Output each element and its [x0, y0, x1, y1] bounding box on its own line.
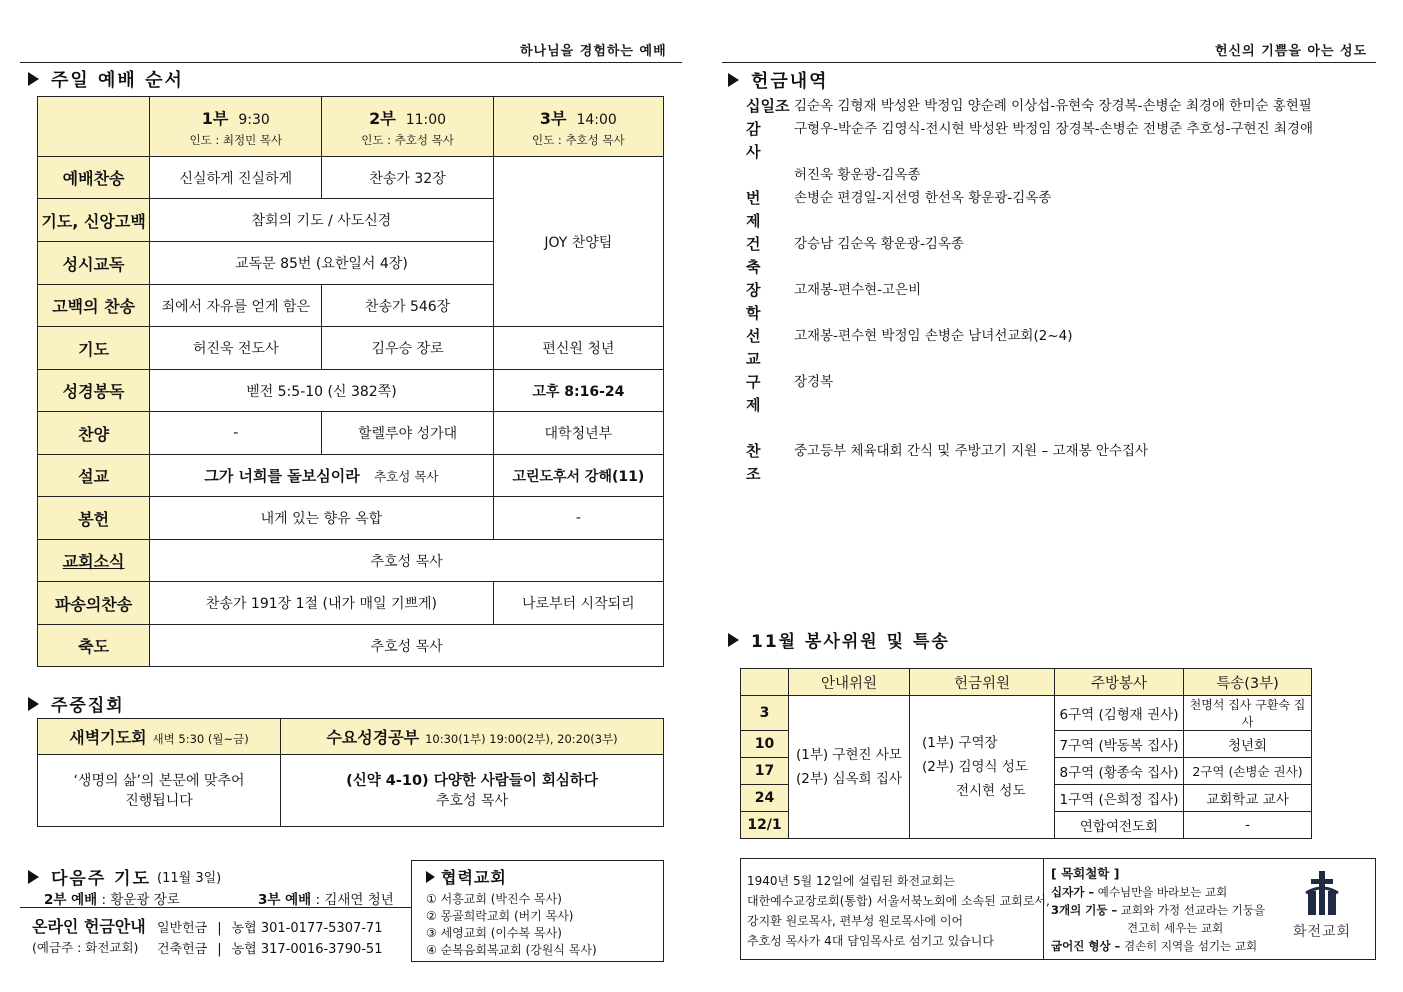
- sermon-preacher: 추호성 목사: [374, 469, 439, 484]
- service-3-header: 3부 14:00 인도 : 추호성 목사: [493, 97, 663, 157]
- label-sending: 파송의찬송: [38, 582, 150, 625]
- date-cell: 17: [741, 758, 789, 785]
- hymn-s1: 신실하게 진실하게: [150, 157, 322, 199]
- ministry-philosophy: [ 목회철학 ] 십자가 – 예수님만을 바라보는 교회 3개의 기둥 – 교회와 가정 선교라는 기둥을 견고히 세우는 교회 굽어진 형상 – 겸손히 지역을 섬기는 교회: [1051, 866, 1266, 953]
- kitchen-cell: 8구역 (황종숙 집사): [1055, 758, 1184, 785]
- label-offering: 봉헌: [38, 497, 150, 540]
- row-news: [38, 540, 664, 582]
- date-cell: 3: [741, 696, 789, 731]
- wed-header: 수요성경공부 10:30(1부) 19:00(2부), 20:20(3부): [281, 719, 664, 755]
- sending-s12: 찬송가 191장 1절 (내가 매일 기쁘게): [150, 582, 494, 625]
- online-divider: [20, 907, 411, 908]
- prayer-s3: 편신원 청년: [493, 327, 663, 370]
- kitchen-cell: 6구역 (김형재 권사): [1055, 696, 1184, 731]
- row-praise: [38, 412, 664, 455]
- prayer-s1: 허진욱 전도사: [150, 327, 322, 370]
- benediction-all: 추호성 목사: [150, 625, 664, 667]
- offering-s3: -: [493, 497, 663, 540]
- scripture-s12: 벧전 5:5-10 (신 382쪽): [150, 370, 494, 412]
- church-logo-icon: [1302, 869, 1342, 917]
- dawn-content: ‘생명의 삶’의 본문에 맞추어 진행됩니다: [38, 755, 281, 827]
- praise-s3: 대학청년부: [493, 412, 663, 455]
- row-scripture: [38, 370, 664, 412]
- about-divider: [1043, 859, 1044, 959]
- online-title: 온라인 헌금안내: [32, 917, 146, 936]
- row-benediction: [38, 625, 664, 667]
- offering-row: 번 제 손병순 편경일-지선영 한선옥 황운광-김옥종: [746, 189, 1052, 230]
- next-prayer-title: 다음주 기도 (11월 3일): [28, 864, 221, 889]
- special-cell: 2구역 (손병순 권사): [1184, 758, 1312, 785]
- next-prayer-3: 3부 예배 : 김새연 청년: [258, 892, 394, 908]
- service-2-header: 2부 11:00 인도 : 추호성 목사: [322, 97, 493, 157]
- kitchen-cell: 연합여전도회: [1055, 812, 1184, 839]
- partner-item: ② 몽골희락교회 (버기 목사): [426, 909, 574, 923]
- prayer-s2: 김우승 장로: [322, 327, 493, 370]
- row-sending: [38, 582, 664, 625]
- triangle-icon: [28, 72, 39, 86]
- dawn-header: 새벽기도회 새벽 5:30 (월~금): [38, 719, 281, 755]
- kitchen-cell: 7구역 (박동복 집사): [1055, 731, 1184, 758]
- logo-text: 화전교회: [1292, 924, 1352, 940]
- label-creed: 기도, 신앙고백: [38, 199, 150, 242]
- online-holder: (예금주 : 화전교회): [32, 940, 139, 955]
- worship-section-title: [28, 66, 184, 92]
- partner-item: ① 서흥교회 (박진수 목사): [426, 892, 562, 906]
- triangle-icon: [28, 870, 39, 884]
- offering-sponsor-row: 찬 조 중고등부 체육대회 간식 및 주방고기 지원 – 고재봉 안수집사: [746, 442, 1149, 483]
- kitchen-cell: 1구역 (은희정 집사): [1055, 785, 1184, 812]
- special-cell: 청년회: [1184, 731, 1312, 758]
- partner-item: ④ 순복음회복교회 (강원식 목사): [426, 943, 597, 957]
- sermon-title: 그가 너희를 돌보심이라: [204, 467, 360, 485]
- label-prayer: 기도: [38, 327, 150, 370]
- volunteers-table: [740, 668, 1312, 839]
- next-prayer-date: (11월 3일): [157, 871, 222, 886]
- sending-s3: 나로부터 시작되리: [493, 582, 663, 625]
- praise-s1: -: [150, 412, 322, 455]
- special-cell: 교회학교 교사: [1184, 785, 1312, 812]
- volunteers-title: 11월 봉사위원 및 특송: [751, 632, 950, 652]
- worship-order-table: [37, 96, 664, 667]
- psalm-s12: 교독문 85번 (요한일서 4장): [150, 242, 494, 285]
- label-hymn: 예배찬송: [38, 157, 150, 199]
- header-usher: 안내위원: [789, 669, 910, 696]
- wed-content: (신약 4-10) 다양한 사람들이 회심하다 추호성 목사: [281, 755, 664, 827]
- row-hymn: [38, 157, 664, 199]
- offering-s12: 내게 있는 향유 옥합: [150, 497, 494, 540]
- offering-row: 장 학 고재봉-편수현-고은비: [746, 281, 922, 322]
- date-cell: 12/1: [741, 812, 789, 839]
- creed-s12: 참회의 기도 / 사도신경: [150, 199, 494, 242]
- header-offering: 헌금위원: [910, 669, 1055, 696]
- worship-title: 주일 예배 순서: [51, 70, 184, 91]
- label-psalm: 성시교독: [38, 242, 150, 285]
- partner-item: ③ 세영교회 (이수복 목사): [426, 926, 562, 940]
- label-benediction: 축도: [38, 625, 150, 667]
- offering-row: 감 사 구형우-박순주 김영식-전시현 박성완 박정임 장경복-손병순 전병준 추호성-구현진 최경애: [746, 120, 1313, 161]
- row-prayer: [38, 327, 664, 370]
- header-special: 특송(3부): [1184, 669, 1312, 696]
- header-divider-left: [20, 62, 682, 63]
- about-box: [740, 858, 1376, 960]
- corner-cell: [38, 97, 150, 157]
- confession-s1: 죄에서 자유를 얻게 함은: [150, 285, 322, 327]
- triangle-icon: [728, 633, 739, 647]
- service-1-header: 1부 9:30 인도 : 최정민 목사: [150, 97, 322, 157]
- label-praise: 찬양: [38, 412, 150, 455]
- scripture-s3: 고후 8:16-24: [493, 370, 663, 412]
- header-left: 하나님을 경험하는 예배: [520, 44, 667, 59]
- partners-title: 협력교회: [426, 865, 649, 888]
- praise-s2: 할렐루야 성가대: [322, 412, 493, 455]
- offering-row: 십일조 김순옥 김형재 박성완 박정임 양순례 이상섭-유현숙 장경복-손병순 최경애 한미순 홍현필: [746, 97, 1312, 115]
- offerings-list: [746, 95, 1314, 486]
- label-sermon: 설교: [38, 455, 150, 497]
- midweek-section-title: [28, 691, 125, 716]
- midweek-title: 주중집회: [51, 696, 125, 716]
- volunteers-section-title: [728, 627, 950, 652]
- triangle-icon: [426, 871, 435, 883]
- news-all: 추호성 목사: [150, 540, 664, 582]
- special-cell: -: [1184, 812, 1312, 839]
- special-cell: 천명석 집사 구환숙 집사: [1184, 696, 1312, 731]
- sermon-s3: 고린도후서 강해(11): [493, 455, 663, 497]
- online-general: 일반헌금 | 농협 301-0177-5307-71: [157, 921, 383, 936]
- offering-cell: (1부) 구역장 (2부) 김영식 성도 전시현 성도: [910, 696, 1055, 839]
- offerings-section-title: [728, 67, 829, 93]
- hymn-s2: 찬송가 32장: [322, 157, 493, 199]
- about-history: 1940년 5월 12일에 설립된 화전교회는 대한예수교장로회(통합) 서울서북노회에 소속된 교회로서, 강지환 원로목사, 편부성 원로목사에 이어 추호성 목사가 4대 담임목사로 섬기고 있습니다: [747, 874, 1050, 948]
- online-building: 건축헌금 | 농협 317-0016-3790-51: [157, 942, 383, 957]
- triangle-icon: [28, 697, 39, 711]
- sermon-s12: [150, 455, 494, 497]
- partners-box: [411, 860, 664, 962]
- offering-row: 구 제 장경복: [746, 373, 834, 414]
- next-prayer-2: 2부 예배 : 황운광 장로: [44, 892, 180, 908]
- offering-row: 건 축 강승남 김순옥 황운광-김옥종: [746, 235, 964, 276]
- row-sermon: [38, 455, 664, 497]
- triangle-icon: [728, 73, 739, 87]
- date-cell: 10: [741, 731, 789, 758]
- offerings-title: 헌금내역: [751, 71, 829, 92]
- row-offering: [38, 497, 664, 540]
- midweek-table: [37, 718, 664, 827]
- label-confession: 고백의 찬송: [38, 285, 150, 327]
- date-cell: 24: [741, 785, 789, 812]
- offering-row: 허진욱 황운광-김옥종: [794, 167, 921, 183]
- corner-cell: [741, 669, 789, 696]
- label-news: 교회소식: [38, 540, 150, 582]
- label-scripture: 성경봉독: [38, 370, 150, 412]
- offering-row: 선 교 고재봉-편수현 박정임 손병순 남녀선교회(2~4): [746, 327, 1073, 368]
- usher-cell: (1부) 구현진 사모 (2부) 심옥희 집사: [789, 696, 910, 839]
- confession-s2: 찬송가 546장: [322, 285, 493, 327]
- hymn-s3: JOY 찬양팀: [493, 157, 663, 327]
- header-right: 헌신의 기쁨을 아는 성도: [1215, 44, 1368, 59]
- header-divider-right: [722, 62, 1376, 63]
- church-logo: [1287, 869, 1357, 941]
- header-kitchen: 주방봉사: [1055, 669, 1184, 696]
